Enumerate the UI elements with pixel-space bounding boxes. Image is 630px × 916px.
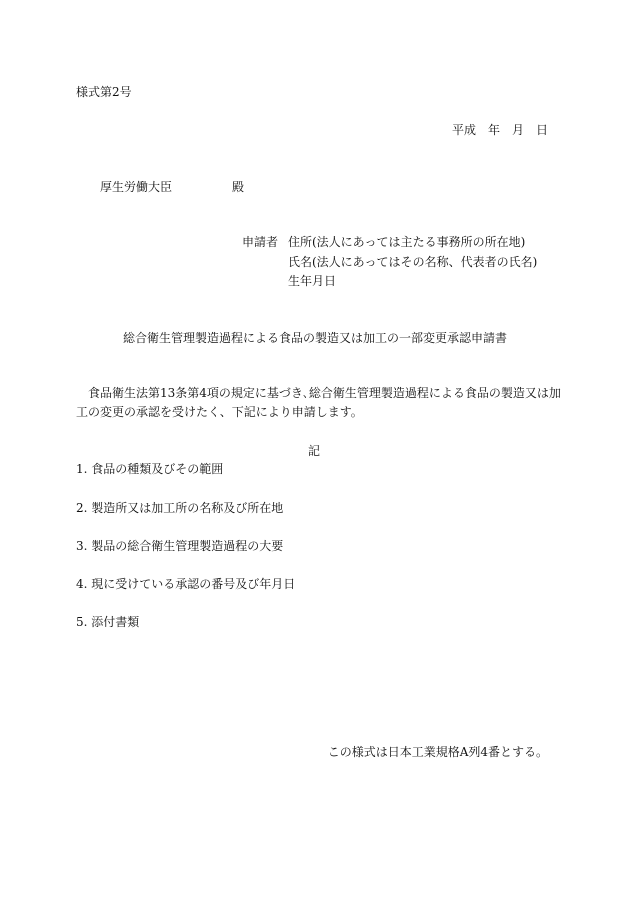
form-number: 様式第2号 (76, 85, 132, 99)
list-item: 2. 製造所又は加工所の名称及び所在地 (76, 501, 284, 515)
list-item: 3. 製品の総合衛生管理製造過程の大要 (76, 539, 284, 553)
addressee-honorific: 殿 (232, 180, 245, 194)
body-line-1: 食品衛生法第13条第4項の規定に基づき､総合衛生管理製造過程による食品の製造又は加 (88, 386, 561, 400)
list-item: 1. 食品の種類及びその範囲 (76, 462, 224, 476)
list-item: 5. 添付書類 (76, 615, 140, 629)
applicant-address: 住所(法人にあっては主たる事務所の所在地) (288, 235, 526, 249)
applicant-birthdate: 生年月日 (288, 274, 337, 288)
document-title: 総合衛生管理製造過程による食品の製造又は加工の一部変更承認申請書 (123, 331, 508, 345)
addressee-name: 厚生労働大臣 (100, 180, 173, 194)
applicant-label: 申請者 (242, 235, 279, 249)
list-item: 4. 現に受けている承認の番号及び年月日 (76, 577, 296, 591)
applicant-name: 氏名(法人にあってはその名称、代表者の氏名) (288, 255, 538, 269)
ki-heading: 記 (308, 444, 321, 458)
body-line-2: 工の変更の承認を受けたく、下記により申請します。 (76, 405, 363, 419)
footer-note: この様式は日本工業規格A列4番とする。 (327, 745, 548, 759)
date-line: 平成 年 月 日 (451, 123, 548, 137)
